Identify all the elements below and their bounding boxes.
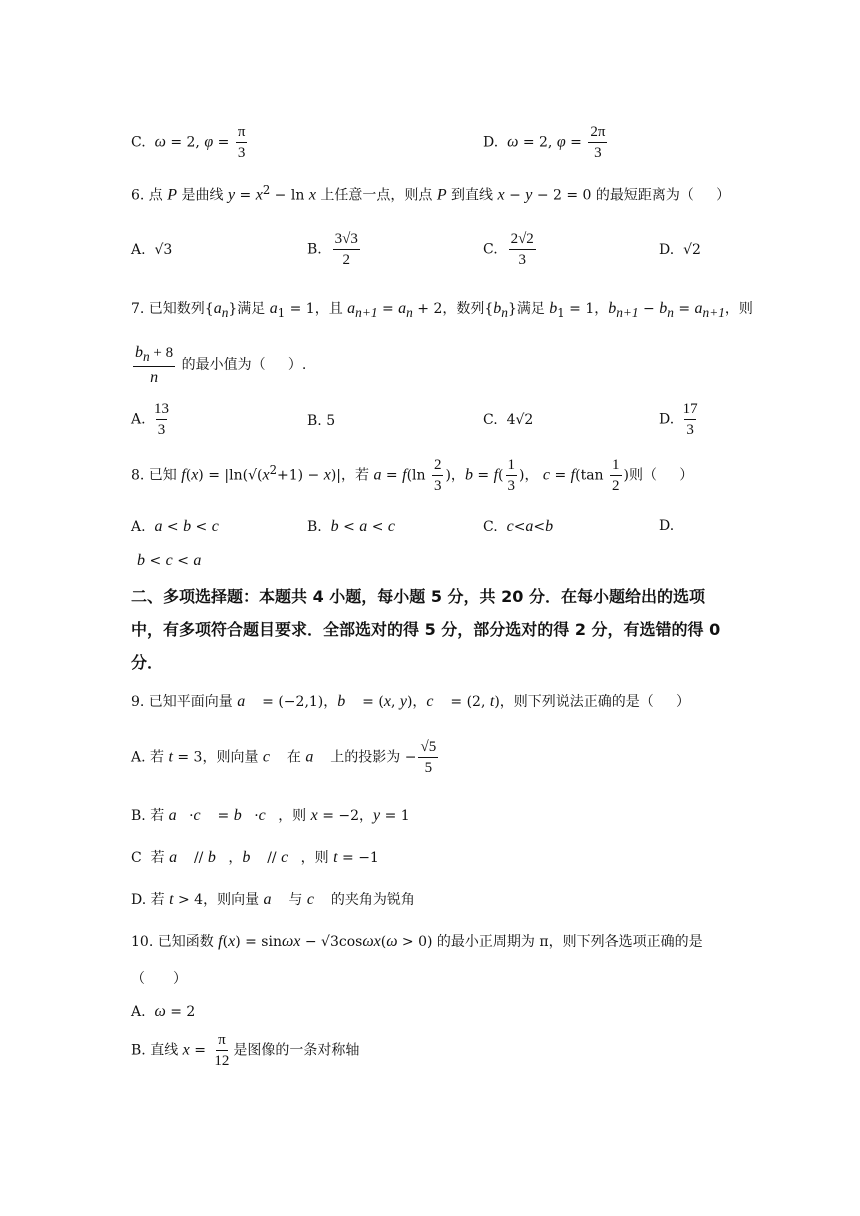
q8-option-c: C. c<a<b <box>483 518 554 535</box>
q7-stem-2: $\frac{b_n + 8}{n}$ 的最小值为（ ）. <box>135 344 307 387</box>
q6-option-d: D. √2 <box>659 242 701 258</box>
q10-stem-2: （ ） <box>131 971 187 987</box>
q9-stem: 9. 已知平面向量 a⃗ = (−2,1)，b⃗ = (x, y)，c⃗ = (2, t)，则下列说法正确的是（ ） <box>131 693 691 710</box>
q5-option-d: D. ω = 2, φ = $\frac{2\pi}{3}$ <box>483 124 606 161</box>
q7-option-d: D. $\frac{17}{3}$ <box>659 401 698 438</box>
q6-option-a: A. √3 <box>131 242 173 258</box>
q9-option-d: D. 若 t > 4，则向量 a⃗ 与 c⃗ 的夹角为锐角 <box>131 891 415 908</box>
q8-option-b: B. b < a < c <box>307 518 396 535</box>
q8-option-d: D. <box>659 518 675 534</box>
q8-option-a: A. a < b < c <box>131 518 219 535</box>
q10-stem: 10. 已知函数 f(x) = sinωx − √3cosωx(ω > 0) 的最小正周期为 π，则下列各选项正确的是 <box>131 933 703 950</box>
q6-option-c: C. $\frac{2√2}{3}$ <box>483 231 534 268</box>
q10-option-a: A. ω = 2 <box>131 1003 196 1020</box>
section-2-heading: 二、多项选择题：本题共 4 小题，每小题 5 分，共 20 分．在每小题给出的选项中，有多项符合题目要求．全部选对的得 5 分，部分选对的得 2 分，有选错的得 0 分． <box>131 587 721 672</box>
q7-stem: 7. 已知数列$\{a_n\}$满足 $a_1 = 1$，且 $a_{n+1} = a_n + 2$，数列$\{b_n\}$满足 $b_1 = 1$，$b_{n+1} - b_n = a_{n+1}$，则 <box>131 300 753 321</box>
q7-option-a: A. $\frac{13}{3}$ <box>131 401 170 438</box>
q5-option-c: C. ω = 2, φ = $\frac{\pi}{3}$ <box>131 124 246 161</box>
q9-option-b: B. 若 a⃗·c⃗ = b⃗·c⃗，则 x = −2，y = 1 <box>131 807 410 824</box>
q10-option-b: B. 直线 x = $\frac{\pi}{12}$ 是图像的一条对称轴 <box>131 1032 360 1069</box>
q6-stem: 6. 点 P 是曲线 $y = x^2 - \ln x$ 上任意一点，则点 P 到直线 x − y − 2 = 0 的最短距离为（ ） <box>131 183 731 204</box>
q7-option-c: C. 4√2 <box>483 412 534 428</box>
q9-option-a: A. 若 t = 3，则向量 c⃗ 在 a⃗ 上的投影为 − $\frac{√5}{5}$ <box>131 739 437 776</box>
q8-stem: 8. 已知 $f(x) = |\ln(√(x^2+1) - x)|$，若 a = f(ln $\frac{2}{3}$ )，b = f( $\frac{1}{3}$ )， c = f(tan $\frac{1}{2}$ )则（ ） <box>131 457 694 494</box>
q7-option-b: B. 5 <box>307 413 336 429</box>
q6-option-b: B. $\frac{3√3}{2}$ <box>307 231 358 268</box>
q9-option-c: C 若 a⃗ // b⃗，b⃗ // c⃗，则 t = −1 <box>131 849 379 866</box>
q8-option-d-value: b < c < a <box>137 552 202 569</box>
